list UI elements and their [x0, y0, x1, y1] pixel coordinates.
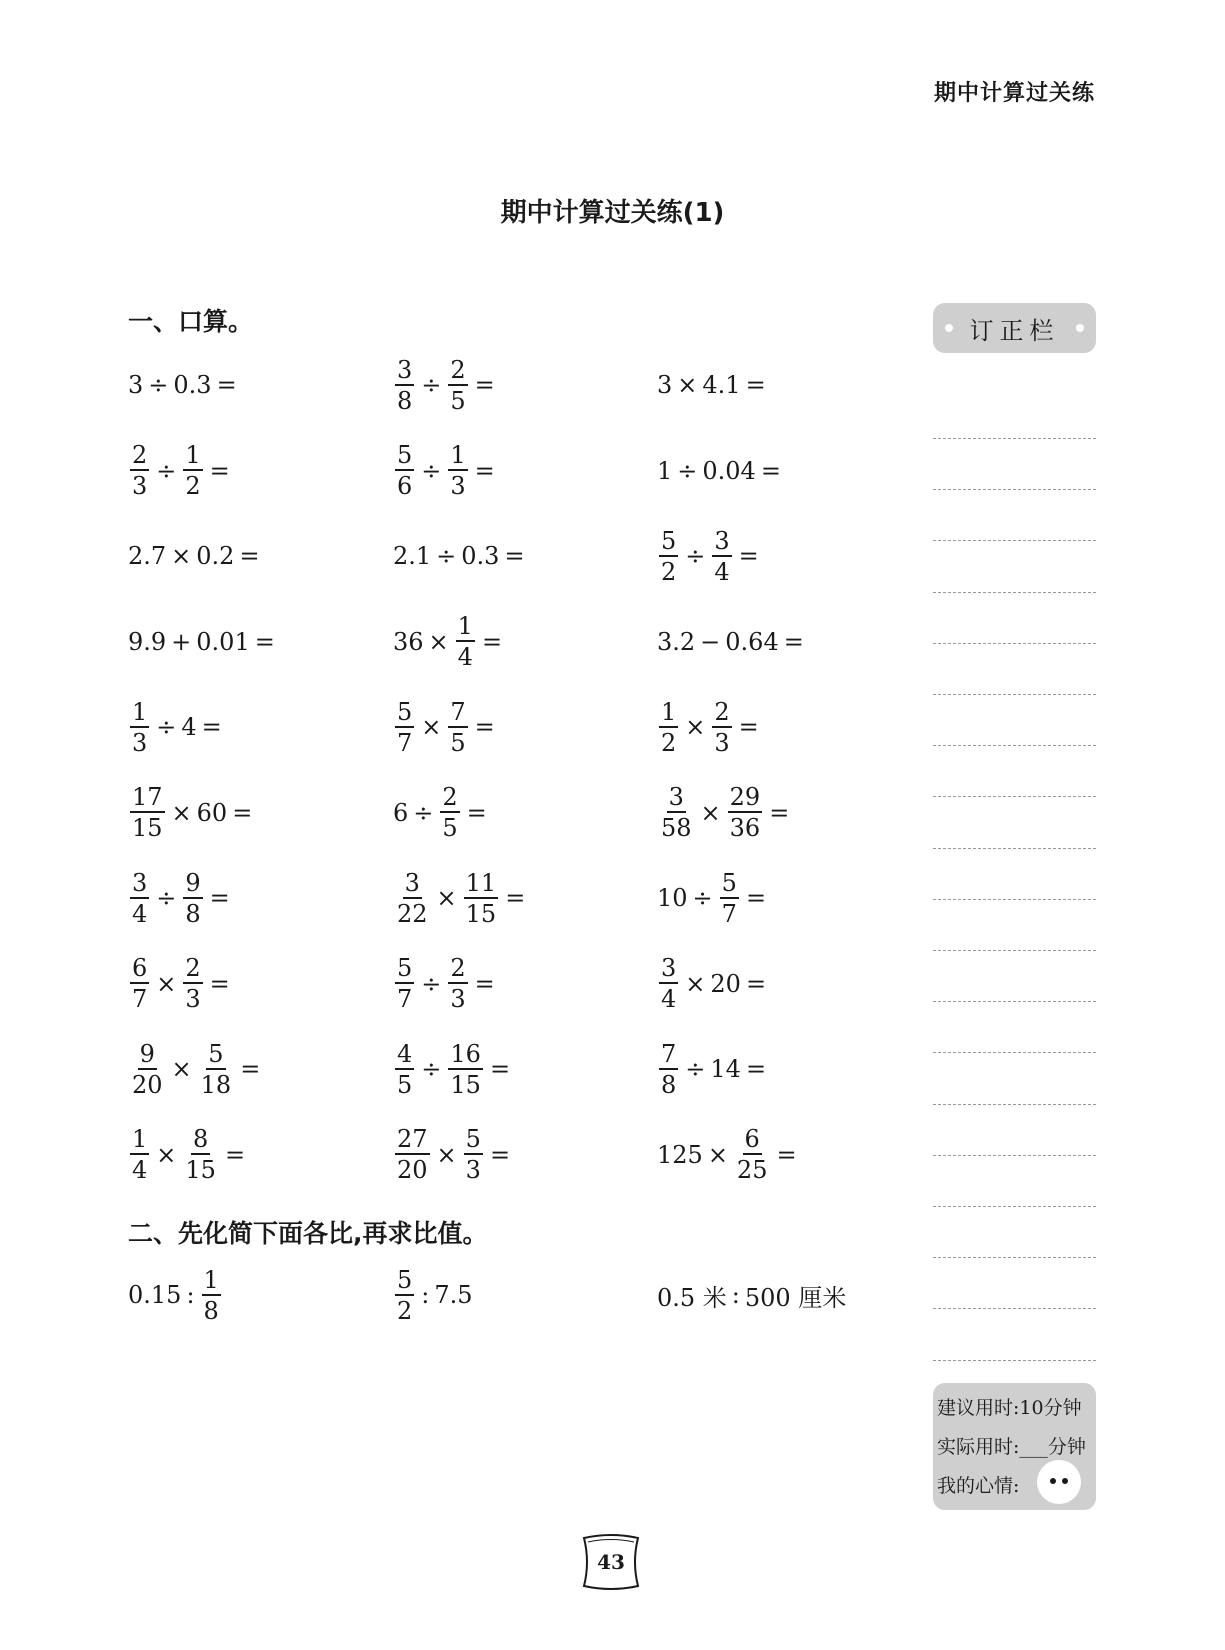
math-problem	[393, 350, 500, 420]
denominator: 7	[397, 728, 413, 757]
denominator: 25	[736, 1156, 768, 1184]
operator: =	[209, 884, 230, 912]
number: 0.04	[702, 456, 756, 485]
page-title: 期中计算过关练(1)	[500, 198, 725, 228]
number: 6	[393, 798, 409, 827]
correction-line	[933, 848, 1096, 849]
denominator: 22	[397, 899, 428, 928]
denominator: 2	[661, 728, 677, 757]
operator: =	[745, 969, 767, 998]
operator: =	[201, 713, 222, 741]
denominator: 3	[450, 472, 466, 500]
numerator: 29	[729, 783, 761, 811]
section-2-title: 二、先化简下面各比,再求比值。	[128, 1219, 488, 1248]
number: 1	[657, 456, 673, 485]
denominator: 20	[397, 1156, 428, 1184]
operator: =	[481, 627, 503, 656]
numerator: 6	[132, 954, 148, 982]
denominator: 20	[132, 1070, 163, 1099]
number: 0.3	[461, 542, 500, 570]
numerator: 7	[661, 1039, 677, 1068]
fraction	[448, 1039, 483, 1099]
fraction	[130, 697, 149, 757]
denominator: 8	[185, 899, 201, 928]
denominator: 8	[203, 1296, 219, 1325]
operator: ÷	[421, 371, 442, 399]
fraction	[440, 785, 459, 840]
fraction	[456, 614, 475, 669]
fraction	[464, 868, 499, 928]
correction-line	[933, 1257, 1096, 1258]
fraction	[712, 697, 731, 757]
operator: =	[209, 969, 230, 998]
denominator: 3	[450, 985, 466, 1013]
operator: ×	[156, 1140, 177, 1169]
page-number-badge	[578, 1532, 644, 1592]
correction-line	[933, 540, 1096, 541]
mood-label: 我的心情:	[937, 1475, 1020, 1497]
operator: ÷	[421, 969, 442, 998]
fraction	[464, 1127, 483, 1182]
operator: ÷	[156, 456, 177, 485]
operator: ÷	[156, 713, 177, 741]
correction-line	[933, 1155, 1096, 1156]
math-problem	[657, 692, 764, 762]
numerator: 5	[397, 441, 413, 469]
operator: ÷	[436, 542, 457, 570]
math-problem	[393, 1034, 515, 1104]
numerator: 1	[661, 697, 677, 726]
numerator: 9	[139, 1039, 155, 1068]
dot-icon	[945, 324, 953, 332]
operator: =	[474, 969, 495, 998]
denominator: 15	[185, 1156, 216, 1184]
math-problem	[128, 1260, 223, 1330]
correction-line	[933, 796, 1096, 797]
correction-line	[933, 438, 1096, 439]
math-problem	[657, 1260, 846, 1330]
dot-icon	[1076, 324, 1084, 332]
number: 0.3	[173, 371, 212, 399]
operator: =	[240, 1055, 261, 1083]
operator: =	[254, 627, 275, 656]
math-problem	[128, 949, 235, 1019]
math-problem	[128, 1120, 250, 1190]
operator: =	[474, 371, 495, 399]
eye-icon	[1050, 1478, 1056, 1484]
operator: =	[783, 627, 804, 656]
operator: =	[489, 1140, 511, 1169]
denominator: 3	[465, 1156, 481, 1184]
number: 0.64	[725, 627, 779, 656]
operator: :	[421, 1281, 430, 1309]
correction-line	[933, 1206, 1096, 1207]
denominator: 15	[465, 899, 497, 928]
fraction	[395, 355, 414, 415]
time-record-box	[933, 1383, 1096, 1510]
math-problem	[657, 436, 786, 506]
numerator: 7	[450, 697, 466, 726]
numerator: 3	[714, 526, 730, 555]
fraction	[183, 956, 202, 1011]
math-problem	[128, 607, 280, 677]
denominator: 8	[397, 386, 413, 415]
operator: =	[489, 1055, 511, 1083]
denominator: 3	[185, 985, 201, 1013]
numerator: 5	[397, 954, 413, 982]
fraction	[199, 1039, 234, 1099]
fraction	[130, 956, 149, 1011]
math-problem	[128, 436, 235, 506]
correction-line	[933, 1308, 1096, 1309]
numerator: 6	[744, 1125, 760, 1153]
number: 4.1	[702, 371, 741, 399]
operator: ×	[171, 1055, 192, 1083]
denominator: 5	[442, 814, 458, 842]
operator: ×	[171, 798, 192, 827]
numerator: 1	[203, 1265, 219, 1294]
numerator: 3	[661, 954, 677, 982]
correction-line	[933, 489, 1096, 490]
fraction	[183, 443, 202, 498]
running-header: 期中计算过关练	[933, 81, 1095, 106]
operator: ×	[436, 884, 457, 912]
math-problem	[393, 1120, 515, 1190]
denominator: 5	[450, 386, 466, 415]
math-problem	[657, 778, 794, 848]
number: 7.5	[434, 1281, 473, 1309]
denominator: 15	[450, 1070, 481, 1099]
operator: :	[186, 1281, 195, 1309]
operator: =	[738, 713, 759, 741]
page-number: 43	[597, 1550, 625, 1574]
numerator: 8	[193, 1125, 209, 1153]
fraction	[659, 1039, 678, 1099]
operator: =	[769, 798, 790, 827]
operator: ÷	[421, 456, 442, 485]
operator: =	[505, 884, 526, 912]
operator: =	[209, 456, 230, 485]
correction-line	[933, 950, 1096, 951]
math-problem	[128, 521, 265, 591]
fraction	[659, 956, 678, 1011]
correction-line	[933, 1052, 1096, 1053]
fraction	[130, 443, 149, 498]
operator: ÷	[685, 1055, 706, 1083]
operator: ÷	[421, 1055, 442, 1083]
number: 3	[657, 371, 673, 399]
numerator: 5	[661, 526, 677, 555]
operator: =	[504, 542, 525, 570]
denominator: 4	[661, 985, 677, 1013]
numerator: 9	[185, 868, 201, 897]
math-problem	[393, 607, 507, 677]
operator: ÷	[156, 884, 177, 912]
denominator: 4	[457, 643, 473, 671]
number: 0.5 米	[657, 1283, 727, 1312]
numerator: 3	[668, 783, 684, 811]
operator: ×	[685, 713, 706, 741]
suggested-time: 建议用时:10分钟	[937, 1397, 1082, 1419]
numerator: 1	[132, 1125, 148, 1153]
math-problem	[393, 949, 500, 1019]
number: 20	[710, 969, 741, 998]
math-problem	[657, 350, 771, 420]
numerator: 11	[465, 868, 497, 897]
operator: ×	[421, 713, 442, 741]
numerator: 1	[457, 612, 473, 640]
fraction	[395, 1265, 414, 1325]
correction-line	[933, 592, 1096, 593]
operator: ÷	[677, 456, 698, 485]
math-problem	[657, 1034, 771, 1104]
number: 4	[181, 713, 197, 741]
math-problem	[128, 1034, 265, 1104]
numerator: 2	[442, 783, 458, 811]
denominator: 6	[397, 472, 413, 500]
denominator: 3	[714, 728, 730, 757]
number: 0.01	[196, 627, 250, 656]
operator: =	[745, 884, 767, 912]
math-problem	[393, 863, 530, 933]
denominator: 2	[397, 1296, 413, 1325]
fraction	[183, 1127, 218, 1182]
numerator: 2	[185, 954, 201, 982]
denominator: 4	[132, 899, 148, 928]
denominator: 5	[450, 728, 466, 757]
denominator: 15	[132, 814, 163, 842]
numerator: 1	[185, 441, 201, 469]
math-problem	[393, 436, 500, 506]
fraction	[395, 697, 414, 757]
number: 125	[657, 1140, 703, 1169]
math-problem	[393, 692, 500, 762]
numerator: 16	[450, 1039, 481, 1068]
fraction	[130, 1039, 165, 1099]
math-problem	[128, 778, 257, 848]
operator: ×	[677, 371, 698, 399]
math-problem	[657, 607, 809, 677]
operator: =	[745, 371, 766, 399]
correction-line	[933, 694, 1096, 695]
eye-icon	[1062, 1478, 1068, 1484]
fraction	[448, 956, 467, 1011]
fraction	[728, 785, 763, 840]
denominator: 2	[661, 557, 677, 586]
math-problem	[657, 521, 764, 591]
operator: ×	[707, 1140, 728, 1169]
operator: ÷	[692, 884, 713, 912]
denominator: 8	[661, 1070, 677, 1099]
operator: =	[738, 542, 759, 570]
fraction	[130, 868, 149, 928]
correction-line	[933, 1360, 1096, 1361]
operator: ×	[156, 969, 177, 998]
math-problem	[657, 1120, 802, 1190]
number: 2.7	[128, 542, 167, 570]
operator: =	[224, 1140, 246, 1169]
numerator: 3	[404, 868, 420, 897]
math-problem	[657, 863, 771, 933]
numerator: 2	[132, 441, 148, 469]
fraction	[395, 868, 430, 928]
number: 36	[393, 627, 424, 656]
fraction	[130, 785, 165, 840]
numerator: 3	[397, 355, 413, 384]
fraction	[448, 443, 467, 498]
number: 3	[128, 371, 144, 399]
numerator: 2	[450, 954, 466, 982]
operator: =	[216, 371, 237, 399]
correction-label: 订正栏	[969, 316, 1060, 345]
correction-line	[933, 899, 1096, 900]
operator: :	[731, 1281, 740, 1309]
section-1-title: 一、口算。	[128, 307, 254, 336]
numerator: 2	[714, 697, 730, 726]
denominator: 58	[661, 814, 692, 842]
operator: ×	[171, 542, 192, 570]
operator: =	[745, 1055, 767, 1083]
number: 9.9	[128, 627, 167, 656]
denominator: 18	[200, 1070, 232, 1099]
fraction	[659, 526, 678, 586]
operator: =	[239, 542, 260, 570]
math-problem	[128, 863, 235, 933]
operator: +	[171, 627, 192, 656]
number: 2.1	[393, 542, 432, 570]
operator: =	[760, 456, 781, 485]
denominator: 2	[185, 472, 201, 500]
actual-time: 实际用时:___分钟	[937, 1436, 1086, 1458]
fraction	[130, 1127, 149, 1182]
math-problem	[128, 350, 242, 420]
numerator: 3	[132, 868, 148, 897]
fraction	[448, 697, 467, 757]
denominator: 7	[132, 985, 148, 1013]
numerator: 1	[450, 441, 466, 469]
numerator: 1	[132, 697, 148, 726]
math-problem	[128, 692, 227, 762]
denominator: 3	[132, 728, 148, 757]
operator: ×	[700, 798, 721, 827]
correction-line	[933, 1001, 1096, 1002]
operator: =	[474, 456, 495, 485]
number: 500 厘米	[744, 1283, 847, 1312]
numerator: 5	[397, 1265, 413, 1294]
fraction	[712, 526, 731, 586]
operator: ÷	[685, 542, 706, 570]
operator: ×	[428, 627, 449, 656]
number: 0.2	[196, 542, 235, 570]
math-problem	[393, 521, 530, 591]
numerator: 4	[397, 1039, 413, 1068]
fraction	[735, 1127, 770, 1182]
number: 60	[196, 798, 228, 827]
operator: ÷	[148, 371, 169, 399]
math-problem	[393, 1260, 473, 1330]
smiley-face-icon	[1037, 1460, 1081, 1504]
fraction	[395, 956, 414, 1011]
numerator: 5	[397, 697, 413, 726]
operator: =	[232, 798, 253, 827]
fraction	[202, 1265, 221, 1325]
denominator: 7	[721, 899, 737, 928]
fraction	[659, 785, 694, 840]
numerator: 17	[132, 783, 163, 811]
numerator: 5	[721, 868, 737, 897]
numerator: 5	[465, 1125, 481, 1153]
correction-line	[933, 745, 1096, 746]
correction-column-header	[933, 303, 1096, 353]
operator: =	[776, 1140, 797, 1169]
denominator: 4	[714, 557, 730, 586]
operator: −	[700, 627, 721, 656]
numerator: 27	[397, 1125, 428, 1153]
number: 10	[657, 884, 688, 912]
denominator: 5	[397, 1070, 413, 1099]
numerator: 2	[450, 355, 466, 384]
denominator: 36	[729, 814, 761, 842]
fraction	[659, 697, 678, 757]
math-problem	[657, 949, 771, 1019]
operator: ×	[685, 969, 706, 998]
denominator: 7	[397, 985, 413, 1013]
number: 0.15	[128, 1281, 182, 1309]
operator: ÷	[413, 798, 434, 827]
fraction	[448, 355, 467, 415]
operator: =	[466, 798, 487, 827]
denominator: 4	[132, 1156, 148, 1184]
operator: =	[474, 713, 495, 741]
number: 14	[710, 1055, 741, 1083]
denominator: 3	[132, 472, 148, 500]
number: 3.2	[657, 627, 696, 656]
fraction	[395, 443, 414, 498]
correction-line	[933, 1104, 1096, 1105]
fraction	[395, 1039, 414, 1099]
operator: ×	[436, 1140, 457, 1169]
fraction	[183, 868, 202, 928]
fraction	[720, 868, 739, 928]
correction-line	[933, 643, 1096, 644]
fraction	[395, 1127, 430, 1182]
math-problem	[393, 778, 492, 848]
numerator: 5	[208, 1039, 224, 1068]
